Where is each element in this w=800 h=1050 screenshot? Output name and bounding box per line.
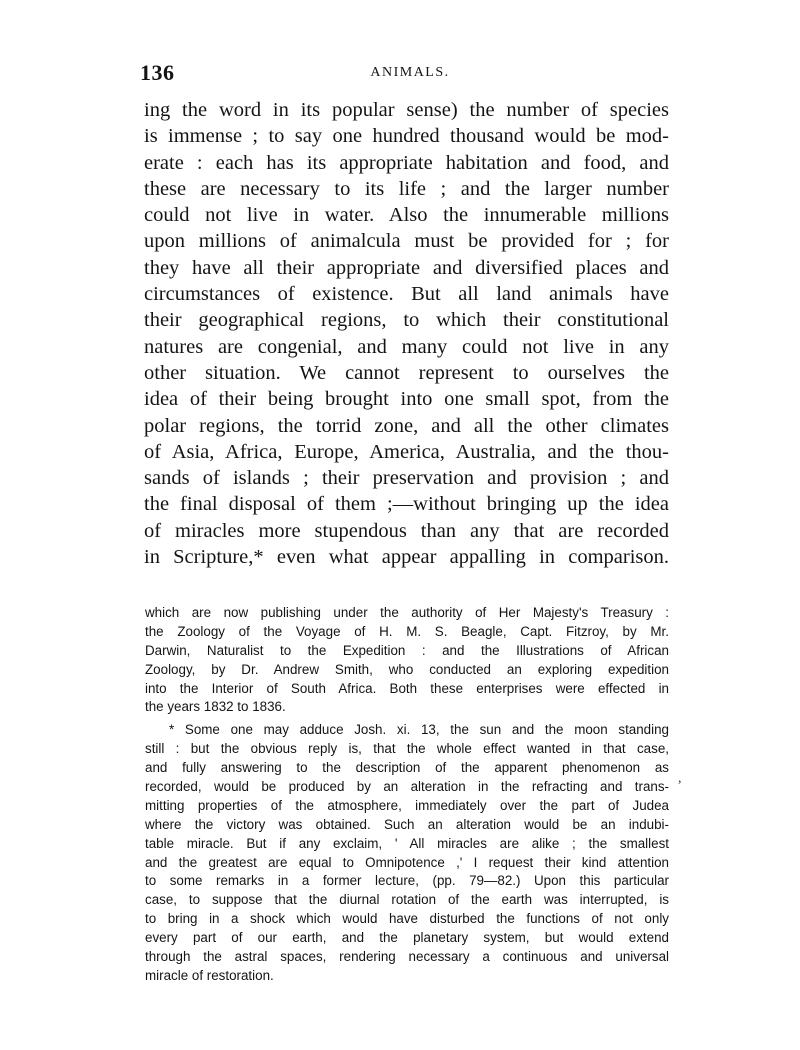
footnote-line: where the victory was obtained. Such an alteration would be an indubi- [145,816,669,832]
footnote-asterisk [145,721,669,985]
text-line: of Asia, Africa, Europe, America, Australia, and the thou- [144,440,669,463]
footnote-line: and fully answering to the description of the apparent phenomenon as [145,760,669,776]
text-line: polar regions, the torrid zone, and all the other climates [144,414,669,437]
footnote-line: miracle of restoration. [145,967,274,983]
text-line: idea of their being brought into one small spot, from the [144,388,669,411]
footnote-line: to some remarks in a former lecture, (pp. 79—82.) Upon this particular [145,873,669,889]
running-title: ANIMALS. [370,65,450,80]
footnote-line: * Some one may adduce Josh. xi. 13, the sun and the moon standing [169,722,669,738]
text-line: sands of islands ; their preservation and provision ; and [144,467,669,490]
footnote-line: to bring in a shock which would have disturbed the functions of not only [145,911,669,927]
running-head [140,60,680,90]
text-line: is immense ; to say one hundred thousand would be mod- [144,125,669,148]
text-line: in Scripture,* even what appear appalling in comparison. [144,546,669,569]
footnote-line: recorded, would be produced by an alteration in the refracting and trans- [145,779,669,795]
footnote-line: through the astral spaces, rendering necessary a continuous and universal [145,949,669,965]
footnote-line: case, to suppose that the diurnal rotation of the earth was interrupted, is [145,892,669,908]
text-line: the final disposal of them ;—without bringing up the idea [144,493,669,516]
footnote-line: and the greatest are equal to Omnipotence ,' I request their kind attention [145,854,669,870]
page-number: 136 [140,60,175,85]
text-line: ing the word in its popular sense) the number of species [144,99,669,121]
text-line: of miracles more stupendous than any that are recorded [144,519,669,542]
text-line: natures are congenial, and many could not live in any [144,335,669,358]
footnote-line: every part of our earth, and the planetary system, but would extend [145,930,669,946]
text-line: other situation. We cannot represent to ourselves the [144,361,669,384]
text-line: upon millions of animalcula must be provided for ; for [144,230,669,253]
text-line: could not live in water. Also the innumerable millions [144,204,669,227]
footnote-line: mitting properties of the atmosphere, immediately over the part of Judea [145,797,669,813]
text-line: circumstances of existence. But all land animals have [144,283,669,306]
footnote-line: table miracle. But if any exclaim, ' All miracles are alike ; the smallest [145,835,669,851]
footnote-line: which are now publishing under the authority of Her Majesty's Treasury : [145,605,669,620]
text-line: they have all their appropriate and diversified places and [144,256,669,279]
text-line: erate : each has its appropriate habitation and food, and [144,151,669,174]
footnote-line: Zoology, by Dr. Andrew Smith, who conducted an exploring expedition [145,661,669,677]
footnotes [145,604,669,986]
footnote-line: the Zoology of the Voyage of H. M. S. Beagle, Capt. Fitzroy, by Mr. [145,623,669,639]
footnote-continued [145,604,669,717]
footnote-line: the years 1832 to 1836. [145,699,286,715]
text-line: their geographical regions, to which their constitutional [144,309,669,332]
margin-mark: , [678,771,682,786]
footnote-line: into the Interior of South Africa. Both these enterprises were effected in [145,680,669,696]
body-text [144,97,669,570]
footnote-line: still : but the obvious reply is, that the whole effect wanted in that case, [145,741,669,757]
text-line: these are necessary to its life ; and the larger number [144,177,669,200]
footnote-line: Darwin, Naturalist to the Expedition : and the Illustrations of African [145,642,669,658]
